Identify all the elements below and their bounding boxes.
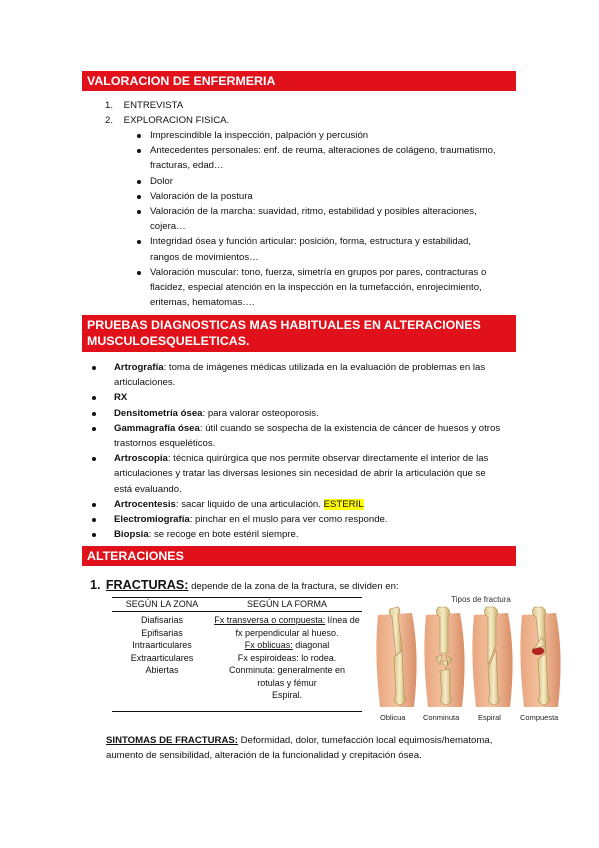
- bullet-dot: [92, 412, 96, 416]
- bullet-dot: [92, 503, 96, 507]
- form-term: Fx transversa o compuesta:: [214, 615, 326, 625]
- bullet-dot: [137, 271, 141, 275]
- test-description: articulaciones y tratar las diversas lesiones sin necesidad de abrir la articulación que se: [114, 468, 486, 480]
- table-header-rule: [112, 611, 362, 612]
- table-cell-forma: [208, 664, 366, 677]
- fracture-illustration: [370, 595, 592, 725]
- test-name: Electromiografía: [114, 514, 190, 525]
- test-description: articulaciones.: [114, 377, 176, 389]
- table-column-forma: [208, 614, 366, 702]
- bullet-dot: [92, 396, 96, 400]
- diagnostic-test-line: [114, 512, 388, 527]
- sintomas-text-2: aumento de sensibilidad, alteración de la funcionalidad y crepitación ósea.: [106, 750, 422, 761]
- item-text: ENTREVISTA: [123, 100, 184, 111]
- label-espiral: Espiral: [478, 713, 501, 722]
- table-bottom-rule: [112, 711, 362, 712]
- bullet-dot: [92, 533, 96, 537]
- bullet-dot: [92, 427, 96, 431]
- form-description: línea de: [325, 615, 360, 625]
- bullet-dot: [137, 149, 141, 153]
- bullet-dot: [92, 457, 96, 461]
- form-term: Fx oblicuas:: [244, 640, 293, 650]
- diagnostic-test-line: [114, 497, 364, 512]
- fracture-classification-table: [112, 597, 362, 713]
- diagnostic-test-line: [114, 436, 215, 451]
- diagnostic-test-line: [114, 527, 299, 542]
- bullet-text: Valoración muscular: tono, fuerza, simetría en grupos por pares, contracturas o: [150, 266, 487, 278]
- fracturas-term: FRACTURAS:: [105, 578, 189, 592]
- diagnostic-test-line: [114, 390, 127, 405]
- bullet-text: cojera…: [150, 221, 186, 233]
- table-header-zona: SEGÚN LA ZONA: [125, 599, 199, 609]
- diagnostic-test-line: [114, 375, 175, 390]
- form-description: diagonal: [292, 640, 330, 650]
- fracturas-heading: [90, 578, 399, 594]
- label-conminuta: Conminuta: [423, 713, 460, 722]
- test-description: : técnica quirúrgica que nos permite observar directamente el interior de las: [167, 453, 489, 465]
- bullet-text: eritemas, hematomas….: [150, 297, 255, 309]
- figure-title: Tipos de fractura: [451, 595, 511, 604]
- fracturas-number: 1.: [90, 578, 101, 592]
- table-cell-forma: [208, 677, 366, 690]
- table-cell-zona: Extraarticulares: [130, 652, 194, 663]
- test-description: : sacar liquido de una articulación.: [175, 498, 324, 510]
- fracture-types-figure: [370, 595, 592, 725]
- diagnostic-test-line: [114, 406, 319, 421]
- section-title-line-1: PRUEBAS DIAGNOSTICAS MAS HABITUALES EN ALTERACIONES: [87, 318, 481, 332]
- table-cell-forma: [208, 614, 366, 627]
- fracturas-description: depende de la zona de la fractura, se dividen en:: [191, 581, 399, 592]
- form-description: Fx espiroideas: lo rodea.: [237, 652, 337, 663]
- test-description: : toma de imágenes médicas utilizada en la evaluación de problemas en las: [163, 362, 486, 373]
- test-description: : útil cuando se sospecha de la existencia de cáncer de huesos y otros: [199, 422, 501, 434]
- test-name: Gammagrafía ósea: [114, 422, 200, 434]
- diagnostic-test-line: [114, 466, 486, 481]
- table-cell-forma: [208, 689, 366, 702]
- diagnostic-test-line: [114, 421, 500, 436]
- diagnostic-test-line: [114, 451, 488, 466]
- form-description: Espiral.: [271, 690, 302, 700]
- section-heading-valoracion: [82, 71, 516, 91]
- leg-oblicua-graphic: [376, 607, 416, 707]
- sintomas-text-1: Deformidad, dolor, tumefacción local equimosis/hematoma,: [238, 735, 493, 746]
- label-oblicua: Oblicua: [380, 713, 406, 722]
- test-description: está evaluando.: [114, 483, 182, 495]
- test-description: : se recoge en bote estéril siempre.: [148, 529, 299, 541]
- table-cell-zona: Diafisarias: [140, 615, 183, 625]
- bullet-text: Antecedentes personales: enf. de reuma, alteraciones de colágeno, traumatismo,: [150, 145, 496, 157]
- test-name: Artroscopia: [114, 453, 168, 465]
- table-cell-zona: Intraarticulares: [132, 640, 192, 650]
- numbered-item-2: 2. EXPLORACION FISICA.: [105, 115, 230, 126]
- sintomas-line-1: [106, 733, 492, 748]
- numbered-item-1: 1. ENTREVISTA: [105, 100, 184, 111]
- label-compuesta: Compuesta: [520, 713, 559, 722]
- leg-compuesta-graphic: [520, 607, 560, 707]
- table-cell-zona: Abiertas: [145, 665, 179, 675]
- test-name: RX: [114, 392, 128, 404]
- bullet-text: Valoración de la postura: [150, 190, 253, 202]
- diagnostic-test-line: [114, 360, 485, 375]
- test-name: Densitometría ósea: [114, 407, 203, 419]
- test-description: : para valorar osteoporosis.: [202, 407, 319, 419]
- table-column-zona: [112, 614, 212, 677]
- form-description: fx perpendicular al hueso.: [235, 627, 339, 638]
- test-name: Artrocentesis: [114, 498, 176, 510]
- bullet-text: rangos de movimientos…: [150, 251, 259, 263]
- sintomas-term: SINTOMAS DE FRACTURAS:: [106, 735, 239, 746]
- section-heading-alteraciones: [82, 546, 516, 566]
- form-description: rotulas y fémur: [257, 677, 317, 688]
- bullet-text: flacidez, especial atención en la inspección en la tumefacción, enrojecimiento,: [150, 282, 482, 293]
- bullet-dot: [92, 366, 96, 370]
- bullet-dot: [137, 134, 141, 138]
- test-name: Biopsia: [114, 529, 149, 541]
- test-description: : pinchar en el muslo para ver como responde.: [189, 514, 388, 525]
- table-cell-forma: [208, 639, 366, 652]
- table-cell-forma: [208, 627, 366, 640]
- leg-conminuta-graphic: [424, 607, 464, 707]
- bullet-dot: [92, 518, 96, 522]
- bullet-text: Dolor: [150, 175, 173, 187]
- diagnostic-test-line: [114, 482, 182, 497]
- bullet-dot: [137, 240, 141, 244]
- table-header-forma: SEGÚN LA FORMA: [246, 599, 327, 609]
- test-description: trastornos esqueléticos.: [114, 438, 216, 449]
- bullet-text: Valoración de la marcha: suavidad, ritmo, estabilidad y posibles alteraciones,: [150, 206, 477, 217]
- section-title: VALORACION DE ENFERMERIA: [87, 74, 276, 88]
- item-text: EXPLORACION FISICA.: [123, 115, 230, 126]
- form-description: Conminuta: generalmente en: [228, 665, 346, 675]
- table-cell-forma: [208, 652, 366, 665]
- bullet-text: fracturas, edad…: [150, 160, 224, 172]
- section-title: ALTERACIONES: [87, 549, 184, 563]
- bullet-dot: [137, 180, 141, 184]
- sintomas-line-2: [106, 748, 422, 763]
- bullet-text: Integridad ósea y función articular: posición, forma, estructura y estabilidad,: [150, 236, 472, 248]
- section-title-line-2: MUSCULOESQUELETICAS.: [87, 334, 250, 348]
- highlighted-text: ESTERIL: [323, 498, 364, 510]
- bullet-dot: [137, 195, 141, 199]
- bullet-text: Imprescindible la inspección, palpación y percusión: [150, 130, 369, 141]
- leg-espiral-graphic: [472, 607, 512, 707]
- test-name: Artrografía: [114, 362, 164, 373]
- section-heading-pruebas: [82, 315, 516, 352]
- table-cell-zona: Epifisarias: [141, 627, 183, 638]
- bullet-dot: [137, 210, 141, 214]
